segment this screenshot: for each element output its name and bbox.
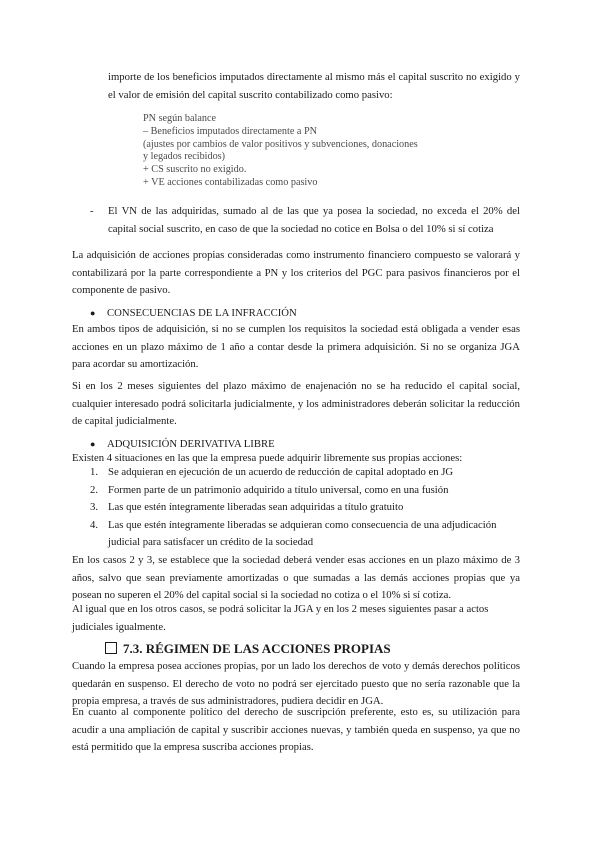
list-item-text: Las que estén íntegramente liberadas se adquieran como consecuencia de una adjudicación judicial para satisfacer un crédito de la sociedad [108, 518, 497, 549]
list-item-number: 1. [90, 466, 99, 478]
intro-continued-paragraph: importe de los beneficios imputados directamente al mismo más el capital suscrito no exigido y el valor de emisión del capital suscrito contabilizado como pasivo: [108, 71, 520, 101]
casos-paragraph: En los casos 2 y 3, se establece que la sociedad deberá vender esas acciones en un plazo máximo de 3 años, salvo que sean previamente amortizadas o que sumadas a las demás acciones propias que ya posean no superen el 20% del capital social si la sociedad no cotiza o el 10% si sí cotiza. [72, 554, 520, 602]
checkbox-icon [105, 642, 117, 654]
list-item-text: Formen parte de un patrimonio adquirido a título universal, como en una fusión [108, 483, 449, 496]
section-derivativa-heading: ADQUISICIÓN DERIVATIVA LIBRE [107, 438, 275, 450]
derivativa-intro-paragraph: Existen 4 situaciones en las que la empresa puede adquirir libremente sus propias acciones: [72, 452, 463, 464]
list-item [90, 499, 502, 517]
formula-line: – Beneficios imputados directamente a PN [143, 125, 317, 137]
pn-formula-block [143, 113, 418, 190]
regimen-paragraph-1: Cuando la empresa posea acciones propias, por un lado los derechos de voto y demás derechos políticos quedarán en suspenso. El derecho de voto no podrá ser ejercitado puesto que no sería razonable que la propia empresa, a través de sus administradores, pudiera decidir en JGA. [72, 660, 520, 708]
situaciones-list [90, 464, 502, 552]
consecuencias-paragraph-1: En ambos tipos de adquisición, si no se cumplen los requisitos la sociedad está obligada a vender esas acciones en un plazo máximo de 1 año a contar desde la primera adquisición. Si no se organiza JGA para acordar su amortización. [72, 323, 520, 371]
list-item-text: Las que estén íntegramente liberadas sean adquiridas a título gratuito [108, 501, 404, 514]
bullet-icon: ● [90, 439, 96, 449]
list-item [90, 517, 502, 552]
bullet-icon: ● [90, 308, 96, 318]
compound-instrument-paragraph: La adquisición de acciones propias consideradas como instrumento financiero compuesto se valorará y contabilizará por la parte correspondiente a PN y los criterios del PGC para pasivos financieros por el componente de pasivo. [72, 249, 520, 297]
list-item-number: 4. [90, 518, 99, 531]
section-consecuencias-heading: CONSECUENCIAS DE LA INFRACCIÓN [107, 307, 297, 319]
dash-marker: - [90, 205, 94, 217]
formula-line: + CS suscrito no exigido. [143, 164, 247, 176]
list-item-text: Se adquieran en ejecución de un acuerdo de reducción de capital adoptado en JG [108, 466, 454, 478]
igual-paragraph: Al igual que en los otros casos, se podrá solicitar la JGA y en los 2 meses siguientes pasar a actos judiciales igualmente. [72, 603, 489, 633]
formula-line: (ajustes por cambios de valor positivos y subvenciones, donaciones [143, 138, 418, 150]
regimen-paragraph-2: En cuanto al componente político del derecho de suscripción preferente, esto es, su utilización para acudir a una ampliación de capital y suscribir acciones nuevas, y también queda en suspenso, ya que no está permitido que la empresa suscriba acciones propias. [72, 706, 520, 754]
section-regimen-heading [105, 640, 391, 658]
list-item-number: 3. [90, 501, 99, 514]
list-item-number: 2. [90, 483, 99, 496]
section-regimen-title: 7.3. RÉGIMEN DE LAS ACCIONES PROPIAS [123, 641, 391, 656]
consecuencias-paragraph-2: Si en los 2 meses siguientes del plazo máximo de enajenación no se ha reducido el capital social, cualquier interesado podrá solicitarla judicialmente, y los administradores deberán solicitar la reducción de capital judicialmente. [72, 380, 520, 428]
limit-requirement-item: El VN de las adquiridas, sumado al de las que ya posea la sociedad, no exceda el 20% del capital social suscrito, en caso de que la sociedad no cotice en Bolsa o del 10% si sí cotiza [108, 205, 520, 235]
list-item [90, 464, 502, 482]
formula-line: PN según balance [143, 113, 216, 124]
formula-line: y legados recibidos) [143, 151, 226, 163]
list-item [90, 482, 502, 500]
formula-line: + VE acciones contabilizadas como pasivo [143, 176, 318, 188]
